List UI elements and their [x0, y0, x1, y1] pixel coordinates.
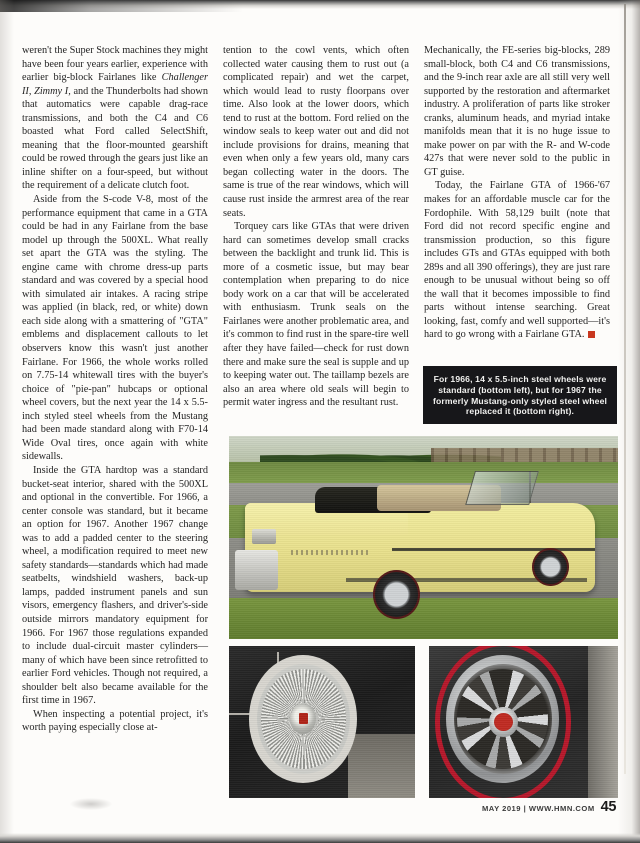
scan-edge-bottom — [0, 833, 640, 843]
italic-model-name: Challenger II, Zimmy I, — [22, 72, 208, 97]
scan-edge-right — [618, 0, 640, 843]
photo-car-windshield — [465, 471, 539, 505]
article-column-middle — [223, 44, 409, 410]
scan-edge-right-line — [624, 4, 626, 774]
paragraph-final — [424, 179, 610, 342]
photo-car-rear-bumper — [235, 550, 278, 591]
paragraph-text: Today, the Fairlane GTA of 1966-'67 makes for an affordable muscle car for the Fordophile. With 58,129 built (note that Ford did not record specific engine and transmission production, so this figure includes GTs and GTAs equipped with both 289s and all 390 offerings), they are just rare enough to be unusual without being so off the wall that it becomes impossible to find parts without intense searching. Great looking, fast, comfy and well supported—it's hard to go wrong with a Fairlane GTA. — [424, 180, 610, 341]
article-end-mark-icon — [588, 331, 595, 338]
article-column-right — [424, 44, 610, 342]
photo-car-fairlane-script — [291, 550, 369, 555]
paragraph: Aside from the S-code V-8, most of the performance equipment that came in a GTA could be had in any Fairlane from the base model up through the 500XL. What really set apart the GTA was the styling. The engine came with chrome dress-up parts standard and was covered by a special hood with simulated air intakes. A racing stripe was applied (in black, red, or white) down each side along with a smattering of "GTA" emblems and displacement callouts to let observers know this wasn't just another Fairlane. For 1966, the whole works rolled on 7.75-14 whitewall tires with the buyer's choice of "pie-pan" hubcaps or optional wheel covers, but the next year the 14 x 5.5-inch styled steel wheels from the Mustang had been made standard along with F70-14 Wide Oval tires, once again with white sidewalls. — [22, 194, 208, 463]
page-footer — [482, 799, 616, 815]
photo-hub-emblem — [494, 713, 513, 731]
scan-edge-top-shadow — [0, 0, 640, 12]
paragraph: When inspecting a potential project, it's worth paying especially close at- — [22, 708, 208, 734]
scan-edge-left — [0, 0, 14, 843]
photo-pavement — [588, 646, 618, 798]
photo-wire-wheel-cover — [229, 646, 415, 798]
photo-car-taillamp — [252, 529, 275, 543]
photo-pavement — [348, 734, 415, 798]
footer-publication-info: MAY 2019 | WWW.HMN.COM — [481, 804, 595, 813]
paragraph: Inside the GTA hardtop was a standard bucket-seat interior, shared with the 500XL and optional in the convertible. For 1966, a center console was standard, but it became an option for 1967. Another 1967 change was to add a padded center to the steering wheel, a modification required to meet new safety standards—standards which had made seatbelts, windshield washers, back-up lamps, padded instrument panels and sun visors, emergency flashers, and driver's-side outside mirrors mandatory equipment for 1966. For 1967 those regulations expanded to include dual-circuit master cylinders—many of which have been since retrofitted to earlier Ford vehicles. Though not required, a shoulder belt also became available for the first time in 1967. — [22, 464, 208, 707]
photo-car-side-stripe — [392, 548, 594, 551]
photo-grass-near — [229, 598, 618, 639]
photo-fairlane-convertible — [229, 436, 618, 639]
photo-hub-emblem — [299, 713, 308, 724]
photo-caption-text: For 1966, 14 x 5.5-inch steel wheels were standard (bottom left), but for 1967 the formerly Mustang-only styled steel wheel replaced it (bottom right). — [432, 374, 608, 417]
paragraph: Torquey cars like GTAs that were driven hard can sometimes develop small cracks between the backlight and trunk lid. This is more of a cosmetic issue, but may bear contemplation when preparing to do nice body work on a car that will be accelerated with enthusiasm. Trunk seals on the Fairlanes were another problematic area, and it's common to find rust in the spare-tire well after they have failed—check for rust down there and make sure the seal is supple and up to keeping water out. The taillamp bezels are also an area where old seals will begin to permit water ingress and the resultant rust. — [223, 221, 409, 409]
photo-caption-box — [423, 366, 617, 424]
footer-page-number: 45 — [600, 799, 616, 815]
photo-car-rear-wheel — [373, 570, 420, 619]
paragraph: tention to the cowl vents, which often collected water causing them to rust out (a complicated repair) and wet the carpet, which would lead to rusty floorpans over time. Also look at the lower doors, which tend to rust at the bottom. Ford relied on the window seals to keep water out and did not include provisions for drains, meaning that even when only a few years old, many cars began collecting water in the doors. The same is true of the rear windows, which will cause rust inside the armrest area of the rear seats. — [223, 45, 409, 219]
paragraph: weren't the Super Stock machines they might have been four years earlier, experience with earlier big-block Fairlanes like Challenger II, Zimmy I, and the Thunderbolts had shown that automatics were capable drag-race transmissions, and both the C4 and C6 boasted what Ford called SelectShift, meaning that the floor-mounted gearshift could be rowed through the gears just like an inline shifter on a four-speed, but without the requirement of a delicate clutch foot. — [22, 45, 209, 192]
article-column-left — [22, 44, 208, 735]
photo-styled-steel-wheel — [429, 646, 618, 798]
paragraph: Mechanically, the FE-series big-blocks, 289 small-block, both C4 and C6 transmissions, and the 9-inch rear axle are all still very well supported by the restoration and aftermarket industry. A proliferation of parts like stroker cranks, aluminum heads, and myriad intake manifolds mean that it is no huge issue to make power on par with the R- and W-code 427s that were never sold to the public in GT guise. — [424, 45, 610, 178]
